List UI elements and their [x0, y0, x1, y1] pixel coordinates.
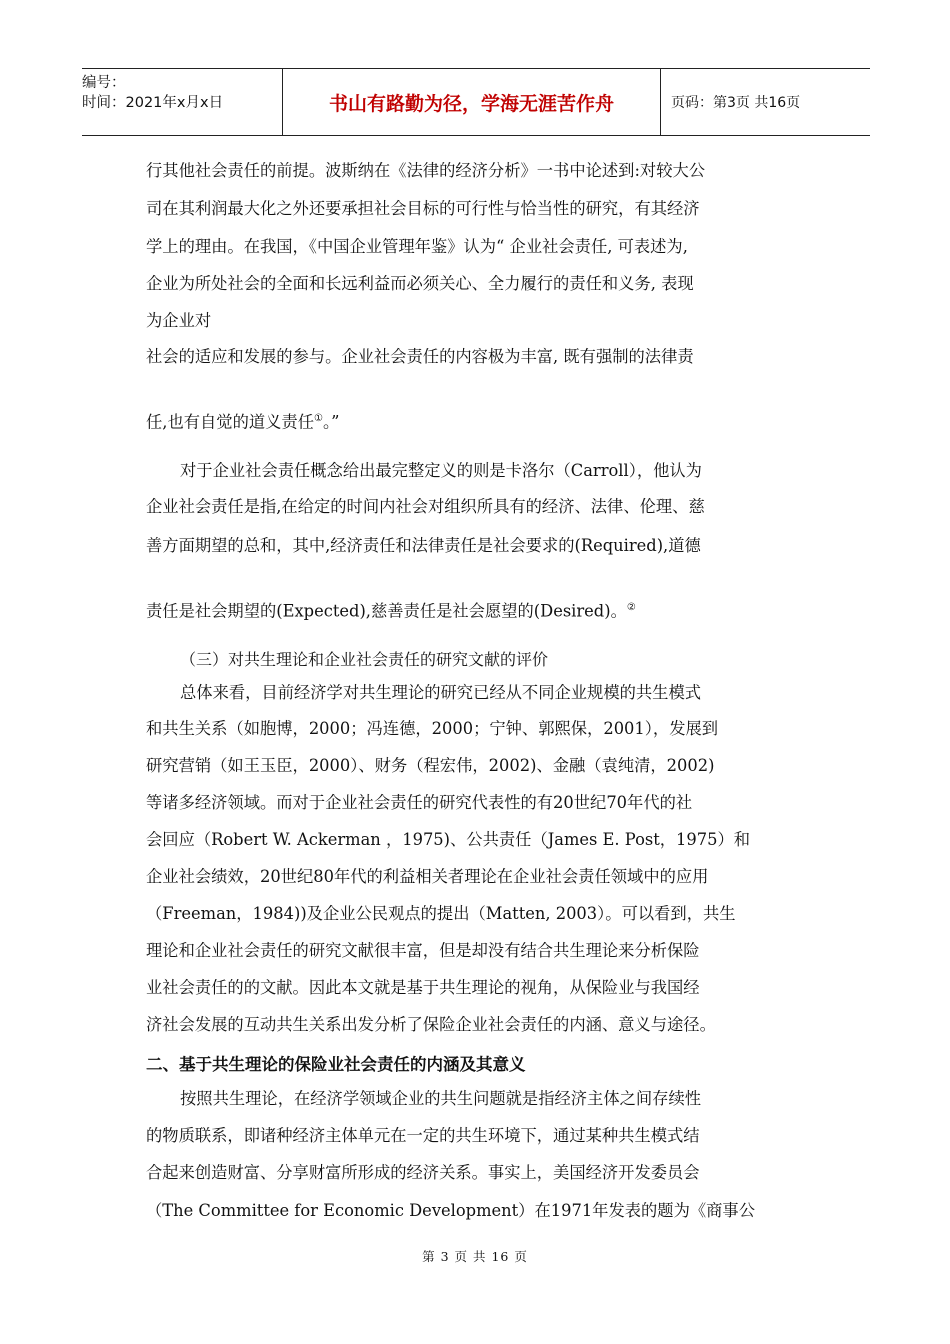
text-line: 对于企业社会责任概念给出最完整定义的则是卡洛尔（Carroll），他认为: [180, 461, 702, 480]
text-line: [146, 597, 636, 622]
quote-close: 。”: [322, 412, 340, 432]
date-label: 时间：2021年x月x日: [82, 95, 224, 111]
subheading: （三）对共生理论和企业社会责任的研究文献的评价: [180, 650, 549, 669]
text-line: 行其他社会责任的前提。波斯纳在《法律的经济分析》一书中论述到:对较大公: [146, 161, 706, 180]
text-line: 等诸多经济领域。而对于企业社会责任的研究代表性的有20世纪70年代的社: [146, 793, 693, 812]
footnote-mark: ②: [626, 602, 636, 613]
text-line: 为企业对: [146, 311, 212, 330]
page-header: [82, 68, 870, 136]
text-line: [146, 408, 339, 433]
text-line: 会回应（Robert W. Ackerman ，1975)、公共责任（James E. Post，1975）和: [146, 830, 751, 849]
motto: 书山有路勤为径，学海无涯苦作舟: [328, 92, 614, 115]
text-line: 学上的理由。在我国，《中国企业管理年鉴》认为“ 企业社会责任, 可表述为,: [146, 237, 688, 256]
header-meta: [82, 69, 282, 135]
page-info: 页码：第3页 共16页: [671, 95, 801, 111]
text-line: 业社会责任的的文献。因此本文就是基于共生理论的视角，从保险业与我国经: [146, 978, 700, 997]
text-line: 司在其利润最大化之外还要承担社会目标的可行性与恰当性的研究，有其经济: [146, 199, 700, 218]
header-motto-cell: [282, 69, 661, 135]
text-segment: 任,也有自觉的道义责任: [146, 412, 314, 432]
text-line: （Freeman，1984))及企业公民观点的提出（Matten, 2003）。可以看到，共生: [146, 904, 736, 923]
text-segment: 责任是社会期望的(Expected),慈善责任是社会愿望的(Desired)。: [146, 601, 627, 621]
number-label: 编号：: [82, 75, 126, 91]
text-line: 合起来创造财富、分享财富所形成的经济关系。事实上，美国经济开发委员会: [146, 1163, 700, 1182]
text-line: （The Committee for Economic Development）在1971年发表的题为《商事公: [146, 1201, 755, 1220]
text-line: 按照共生理论，在经济学领域企业的共生问题就是指经济主体之间存续性: [180, 1089, 702, 1108]
text-line: 研究营销（如王玉臣，2000）、财务（程宏伟，2002)、金融（袁纯清，2002): [146, 756, 715, 775]
text-line: 和共生关系（如胞博，2000；冯连德，2000；宁钟、郭熙保，2001），发展到: [146, 719, 719, 738]
section-heading: 二、基于共生理论的保险业社会责任的内涵及其意义: [146, 1055, 526, 1074]
text-line: 企业社会责任是指,在给定的时间内社会对组织所具有的经济、法律、伦理、慈: [146, 497, 705, 516]
text-line: 企业社会绩效，20世纪80年代的利益相关者理论在企业社会责任领域中的应用: [146, 867, 709, 886]
text-line: 理论和企业社会责任的研究文献很丰富，但是却没有结合共生理论来分析保险: [146, 941, 700, 960]
text-line: 的物质联系，即诸种经济主体单元在一定的共生环境下，通过某种共生模式结: [146, 1126, 700, 1145]
page-footer: 第 3 页 共 16 页: [422, 1249, 528, 1264]
text-line: 济社会发展的互动共生关系出发分析了保险企业社会责任的内涵、意义与途径。: [146, 1015, 716, 1034]
text-line: 社会的适应和发展的参与。企业社会责任的内容极为丰富, 既有强制的法律责: [146, 347, 694, 366]
text-line: 企业为所处社会的全面和长远利益而必须关心、全力履行的责任和义务, 表现: [146, 274, 694, 293]
text-line: 总体来看，目前经济学对共生理论的研究已经从不同企业规模的共生模式: [180, 683, 702, 702]
footnote-mark: ①: [314, 413, 323, 424]
text-line: 善方面期望的总和，其中,经济责任和法律责任是社会要求的(Required),道德: [146, 536, 701, 555]
